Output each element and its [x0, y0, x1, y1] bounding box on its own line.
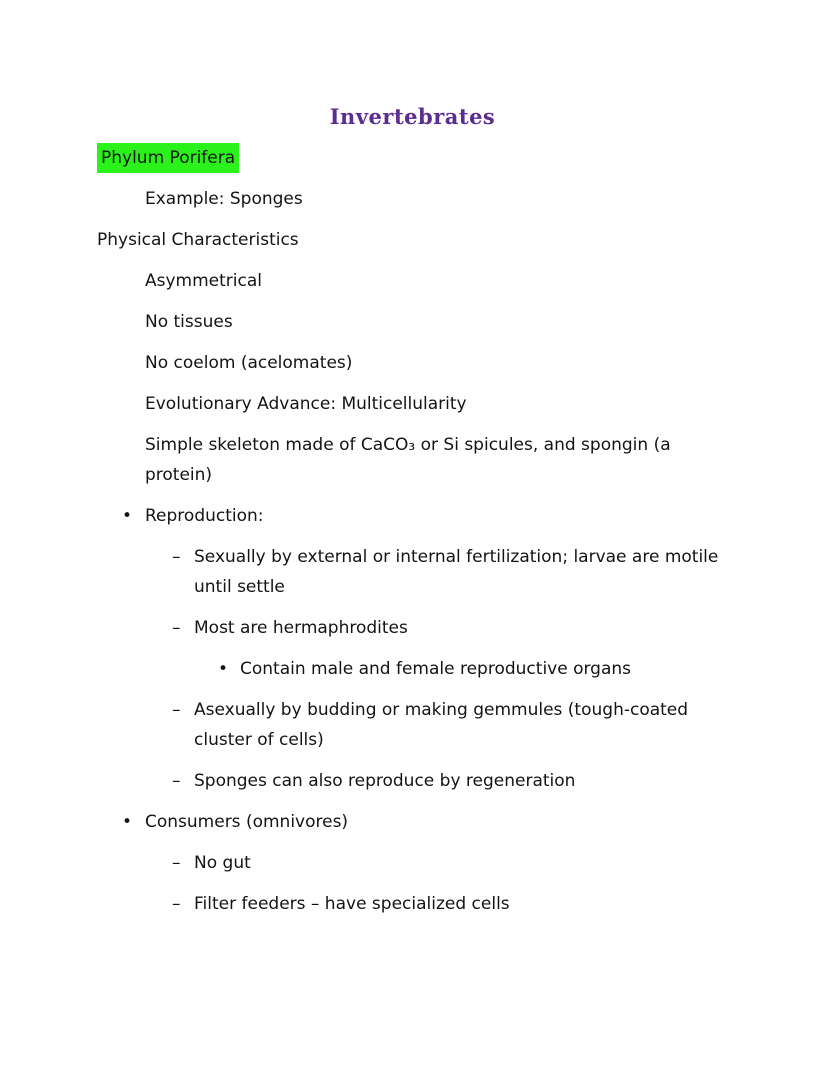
dash-marker-icon: – — [172, 547, 181, 567]
dash-marker-icon: – — [172, 894, 181, 914]
dash-marker-icon: – — [172, 771, 181, 791]
dash-item — [172, 695, 728, 755]
dash-item — [172, 613, 728, 643]
dash-item-text: Sexually by external or internal fertilization; larvae are motile until settle — [194, 547, 719, 597]
dash-item — [172, 766, 728, 796]
bullet-item-reproduction — [122, 501, 728, 531]
characteristic-line: No tissues — [145, 312, 233, 332]
bullet-label: Reproduction: — [145, 506, 264, 526]
sub-bullet-text: Contain male and female reproductive organs — [240, 659, 632, 679]
bullet-item-consumers — [122, 807, 728, 837]
dash-item-text: No gut — [194, 853, 251, 873]
dash-item — [172, 542, 728, 602]
dash-marker-icon: – — [172, 700, 181, 720]
dash-item-text: Sponges can also reproduce by regeneration — [194, 771, 576, 791]
subheading: Physical Characteristics — [97, 230, 299, 250]
bullet-marker-icon: • — [122, 812, 133, 832]
characteristic-line: Simple skeleton made of CaCO₃ or Si spicules, and spongin (a protein) — [145, 435, 671, 485]
bullet-label: Consumers (omnivores) — [145, 812, 349, 832]
bullet-marker-icon: • — [218, 659, 229, 679]
page-title: Invertebrates — [329, 104, 496, 129]
characteristic-line: No coelom (acelomates) — [145, 353, 353, 373]
dash-item — [172, 889, 728, 919]
section-heading-row — [97, 143, 728, 173]
dash-marker-icon: – — [172, 853, 181, 873]
dash-item — [172, 848, 728, 878]
dash-item-text: Filter feeders – have specialized cells — [194, 894, 510, 914]
example-line: Example: Sponges — [145, 189, 303, 209]
characteristic-line: Evolutionary Advance: Multicellularity — [145, 394, 467, 414]
dash-item-text: Asexually by budding or making gemmules (tough-coated cluster of cells) — [194, 700, 689, 750]
dash-marker-icon: – — [172, 618, 181, 638]
characteristic-line: Asymmetrical — [145, 271, 262, 291]
section-heading-highlighted: Phylum Porifera — [97, 143, 239, 173]
dash-item-text: Most are hermaphrodites — [194, 618, 408, 638]
sub-bullet-item — [218, 654, 728, 684]
bullet-marker-icon: • — [122, 506, 133, 526]
